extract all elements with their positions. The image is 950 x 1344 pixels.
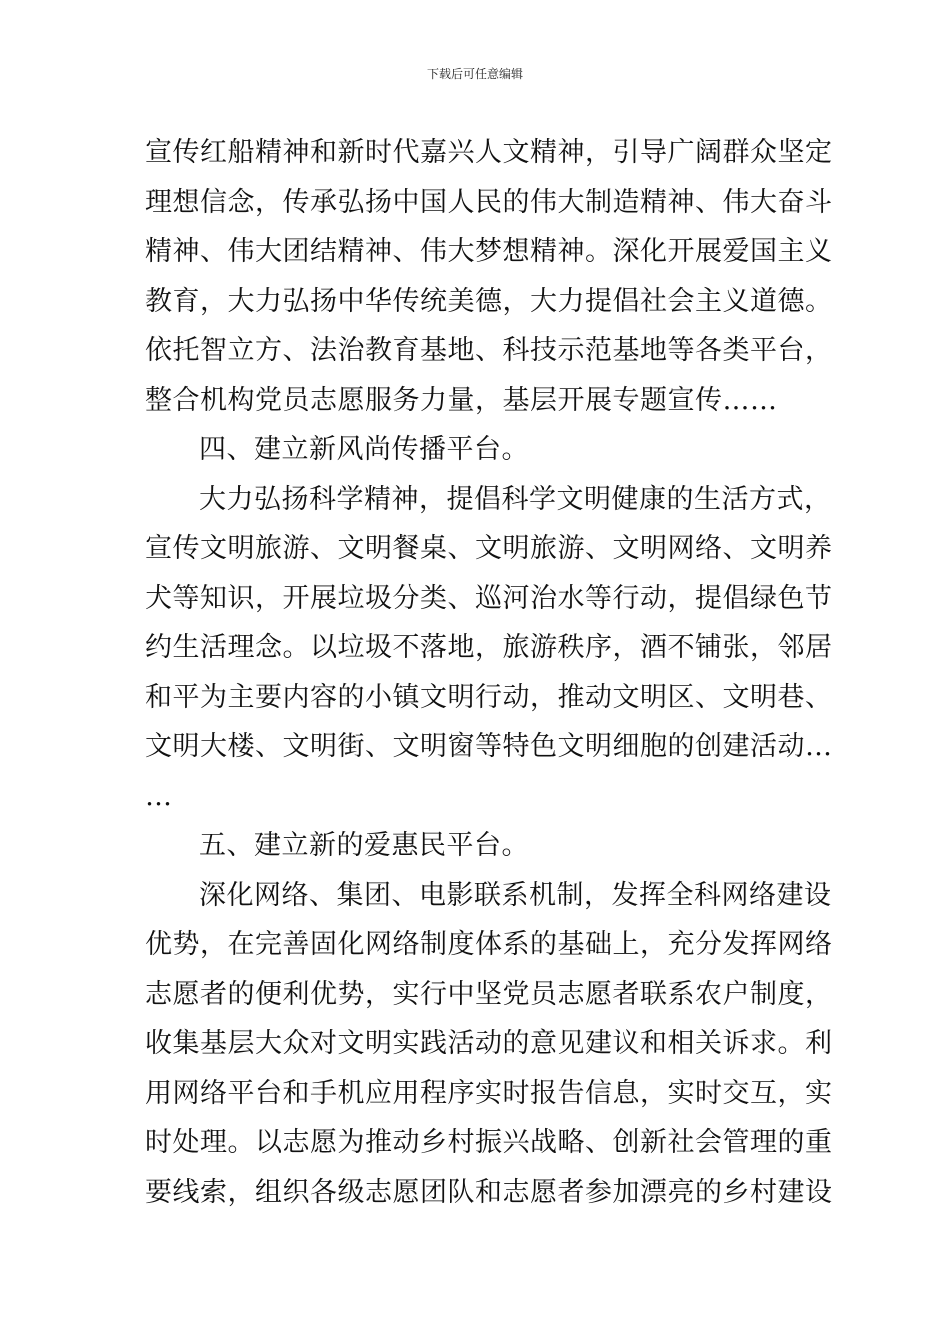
text-line: 约生活理念。以垃圾不落地，旅游秩序，酒不铺张，邻居 [145,632,833,663]
section-heading: 五、建立新的爱惠民平台。 [199,830,529,861]
text-line: 收集基层大众对文明实践活动的意见建议和相关诉求。利 [145,1028,833,1059]
text-line: 志愿者的便利优势，实行中坚党员志愿者联系农户制度， [145,978,833,1010]
text-line: 犬等知识，开展垃圾分类、巡河治水等行动，提倡绿色节 [145,582,833,614]
text-line: 优势，在完善固化网络制度体系的基础上，充分发挥网络 [145,929,833,960]
text-line: 时处理。以志愿为推动乡村振兴战略、创新社会管理的重 [145,1127,833,1158]
text-line: 宣传文明旅游、文明餐桌、文明旅游、文明网络、文明养 [145,533,833,564]
text-line: 理想信念，传承弘扬中国人民的伟大制造精神、伟大奋斗 [145,186,833,218]
text-line: 精神、伟大团结精神、伟大梦想精神。深化开展爱国主义 [145,236,833,267]
text-line: 深化网络、集团、电影联系机制，发挥全科网络建设 [199,879,832,911]
text-line: 要线索，组织各级志愿团队和志愿者参加漂亮的乡村建设 [145,1176,833,1208]
text-line: 和平为主要内容的小镇文明行动，推动文明区、文明巷、 [145,681,833,713]
section-heading: 四、建立新风尚传播平台。 [199,434,529,465]
text-line: … [145,780,173,812]
text-line: 依托智立方、法治教育基地、科技示范基地等各类平台， [145,335,833,366]
text-line: 整合机构党员志愿服务力量，基层开展专题宣传…… [145,384,778,416]
page-header: 下载后可任意编辑 [426,67,523,81]
text-line: 教育，大力弘扬中华传统美德，大力提倡社会主义道德。 [145,285,833,317]
text-line: 大力弘扬科学精神，提倡科学文明健康的生活方式， [199,483,832,515]
document-body [145,128,833,1217]
text-line: 文明大楼、文明街、文明窗等特色文明细胞的创建活动… [145,731,833,762]
text-line: 用网络平台和手机应用程序实时报告信息，实时交互，实 [145,1077,833,1109]
text-line: 宣传红船精神和新时代嘉兴人文精神，引导广阔群众坚定 [145,137,833,168]
